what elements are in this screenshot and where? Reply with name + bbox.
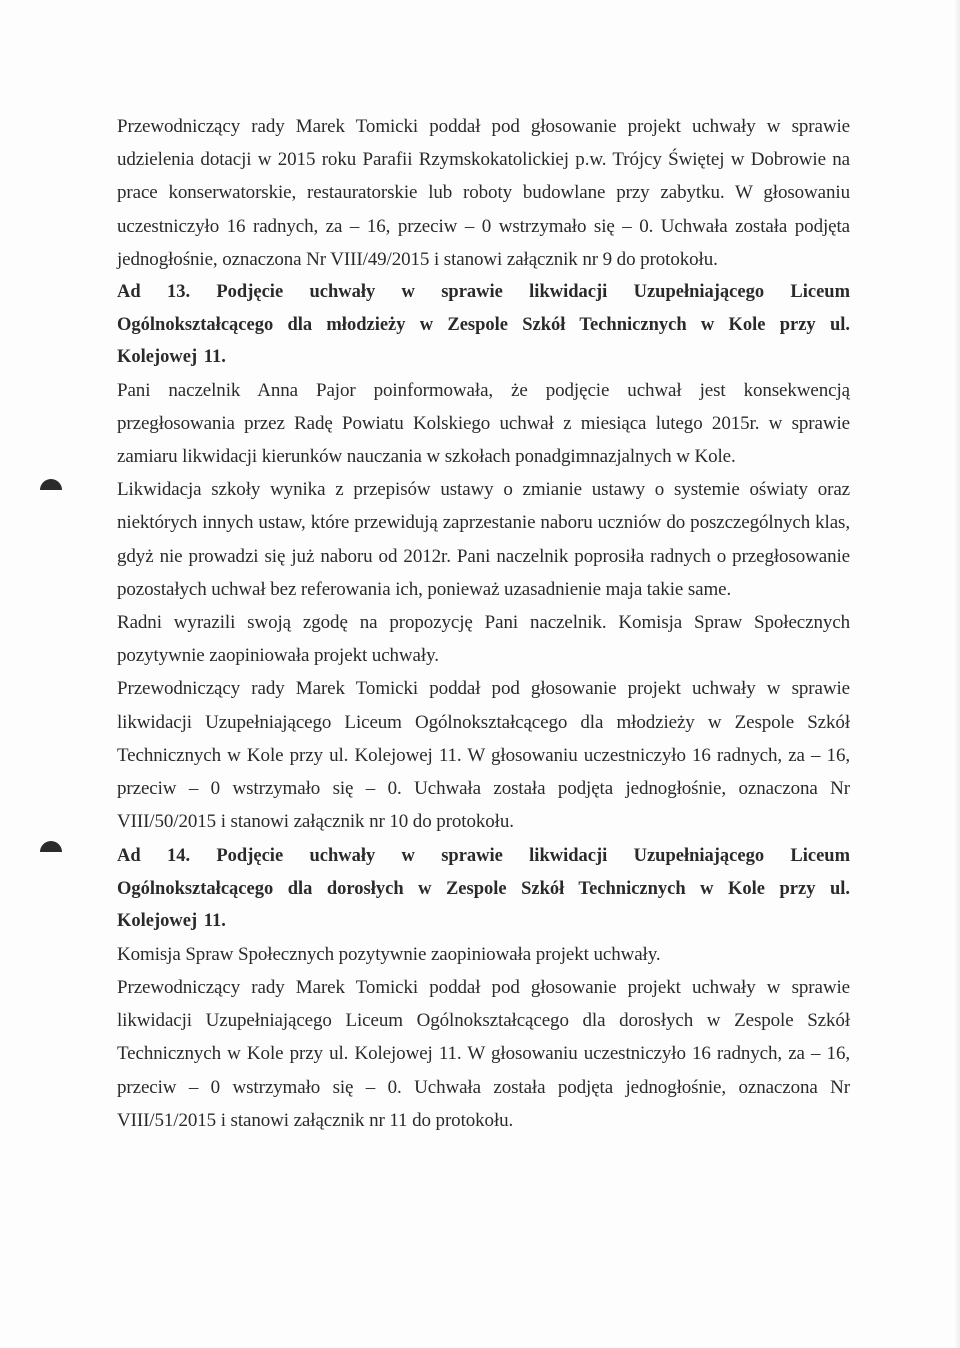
paragraph-radni-zgoda: Radni wyrazili swoją zgodę na propozycję Pani naczelnik. Komisja Spraw Społecznych pozytywnie zaopiniowała projekt uchwały. [117, 611, 850, 667]
paragraph-likwidacja-szkoly: Likwidacja szkoły wynika z przepisów ustawy o zmianie ustawy o systemie oświaty oraz niektórych innych ustaw, które przewidują zaprzestanie naboru uczniów do poszczególnych klas, gdyż nie prowadzi się już naboru od 2012r. Pani naczelnik poprosiła radnych o przegłosowanie pozostałych uchwał bez referowania ich, ponieważ uzasadnienie maja takie same. [117, 479, 850, 600]
heading-ad-13: Ad 13. Podjęcie uchwały w sprawie likwidacji Uzupełniającego Liceum Ogólnokształcącego dla młodzieży w Zespole Szkół Technicznych w Kole przy ul. Kolejowej 11. [117, 282, 850, 368]
paragraph-vote-mlodziez: Przewodniczący rady Marek Tomicki poddał pod głosowanie projekt uchwały w sprawie likwidacji Uzupełniającego Liceum Ogólnokształcącego dla młodzieży w Zespole Szkół Technicznych w Kole przy ul. Kolejowej 11. W głosowaniu uczestniczyło 16 radnych, za – 16, przeciw – 0 wstrzymało się – 0. Uchwała została podjęta jednogłośnie, oznaczona Nr VIII/50/2015 i stanowi załącznik nr 10 do protokołu. [117, 678, 850, 833]
paragraph-vote-dorosli: Przewodniczący rady Marek Tomicki poddał pod głosowanie projekt uchwały w sprawie likwidacji Uzupełniającego Liceum Ogólnokształcącego dla dorosłych w Zespole Szkół Technicznych w Kole przy ul. Kolejowej 11. W głosowaniu uczestniczyło 16 radnych, za – 16, przeciw – 0 wstrzymało się – 0. Uchwała została podjęta jednogłośnie, oznaczona Nr VIII/51/2015 i stanowi załącznik nr 11 do protokołu. [117, 977, 850, 1131]
punch-hole-mark [40, 841, 62, 852]
paragraph-komisja-opinia: Komisja Spraw Społecznych pozytywnie zaopiniowała projekt uchwały. [117, 943, 661, 965]
paragraph-vote-dotacja: Przewodniczący rady Marek Tomicki poddał pod głosowanie projekt uchwały w sprawie udzielenia dotacji w 2015 roku Parafii Rzymskokatolickiej p.w. Trójcy Świętej w Dobrowie na prace konserwatorskie, restauratorskie lub roboty budowlane przy zabytku. W głosowaniu uczestniczyło 16 radnych, za – 16, przeciw – 0 wstrzymało się – 0. Uchwała została podjęta jednogłośnie, oznaczona Nr VIII/49/2015 i stanowi załącznik nr 9 do protokołu. [117, 116, 850, 270]
heading-ad-14: Ad 14. Podjęcie uchwały w sprawie likwidacji Uzupełniającego Liceum Ogólnokształcącego dla dorosłych w Zespole Szkół Technicznych w Kole przy ul. Kolejowej 11. [117, 846, 850, 932]
paragraph-naczelnik-info: Pani naczelnik Anna Pajor poinformowała, że podjęcie uchwał jest konsekwencją przegłosowania przez Radę Powiatu Kolskiego uchwał z miesiąca lutego 2015r. w sprawie zamiaru likwidacji kierunków nauczania w szkołach ponadgimnazjalnych w Kole. [117, 379, 850, 467]
page-edge-shadow [954, 0, 960, 1348]
punch-hole-mark [40, 479, 62, 490]
document-body [117, 110, 850, 1137]
